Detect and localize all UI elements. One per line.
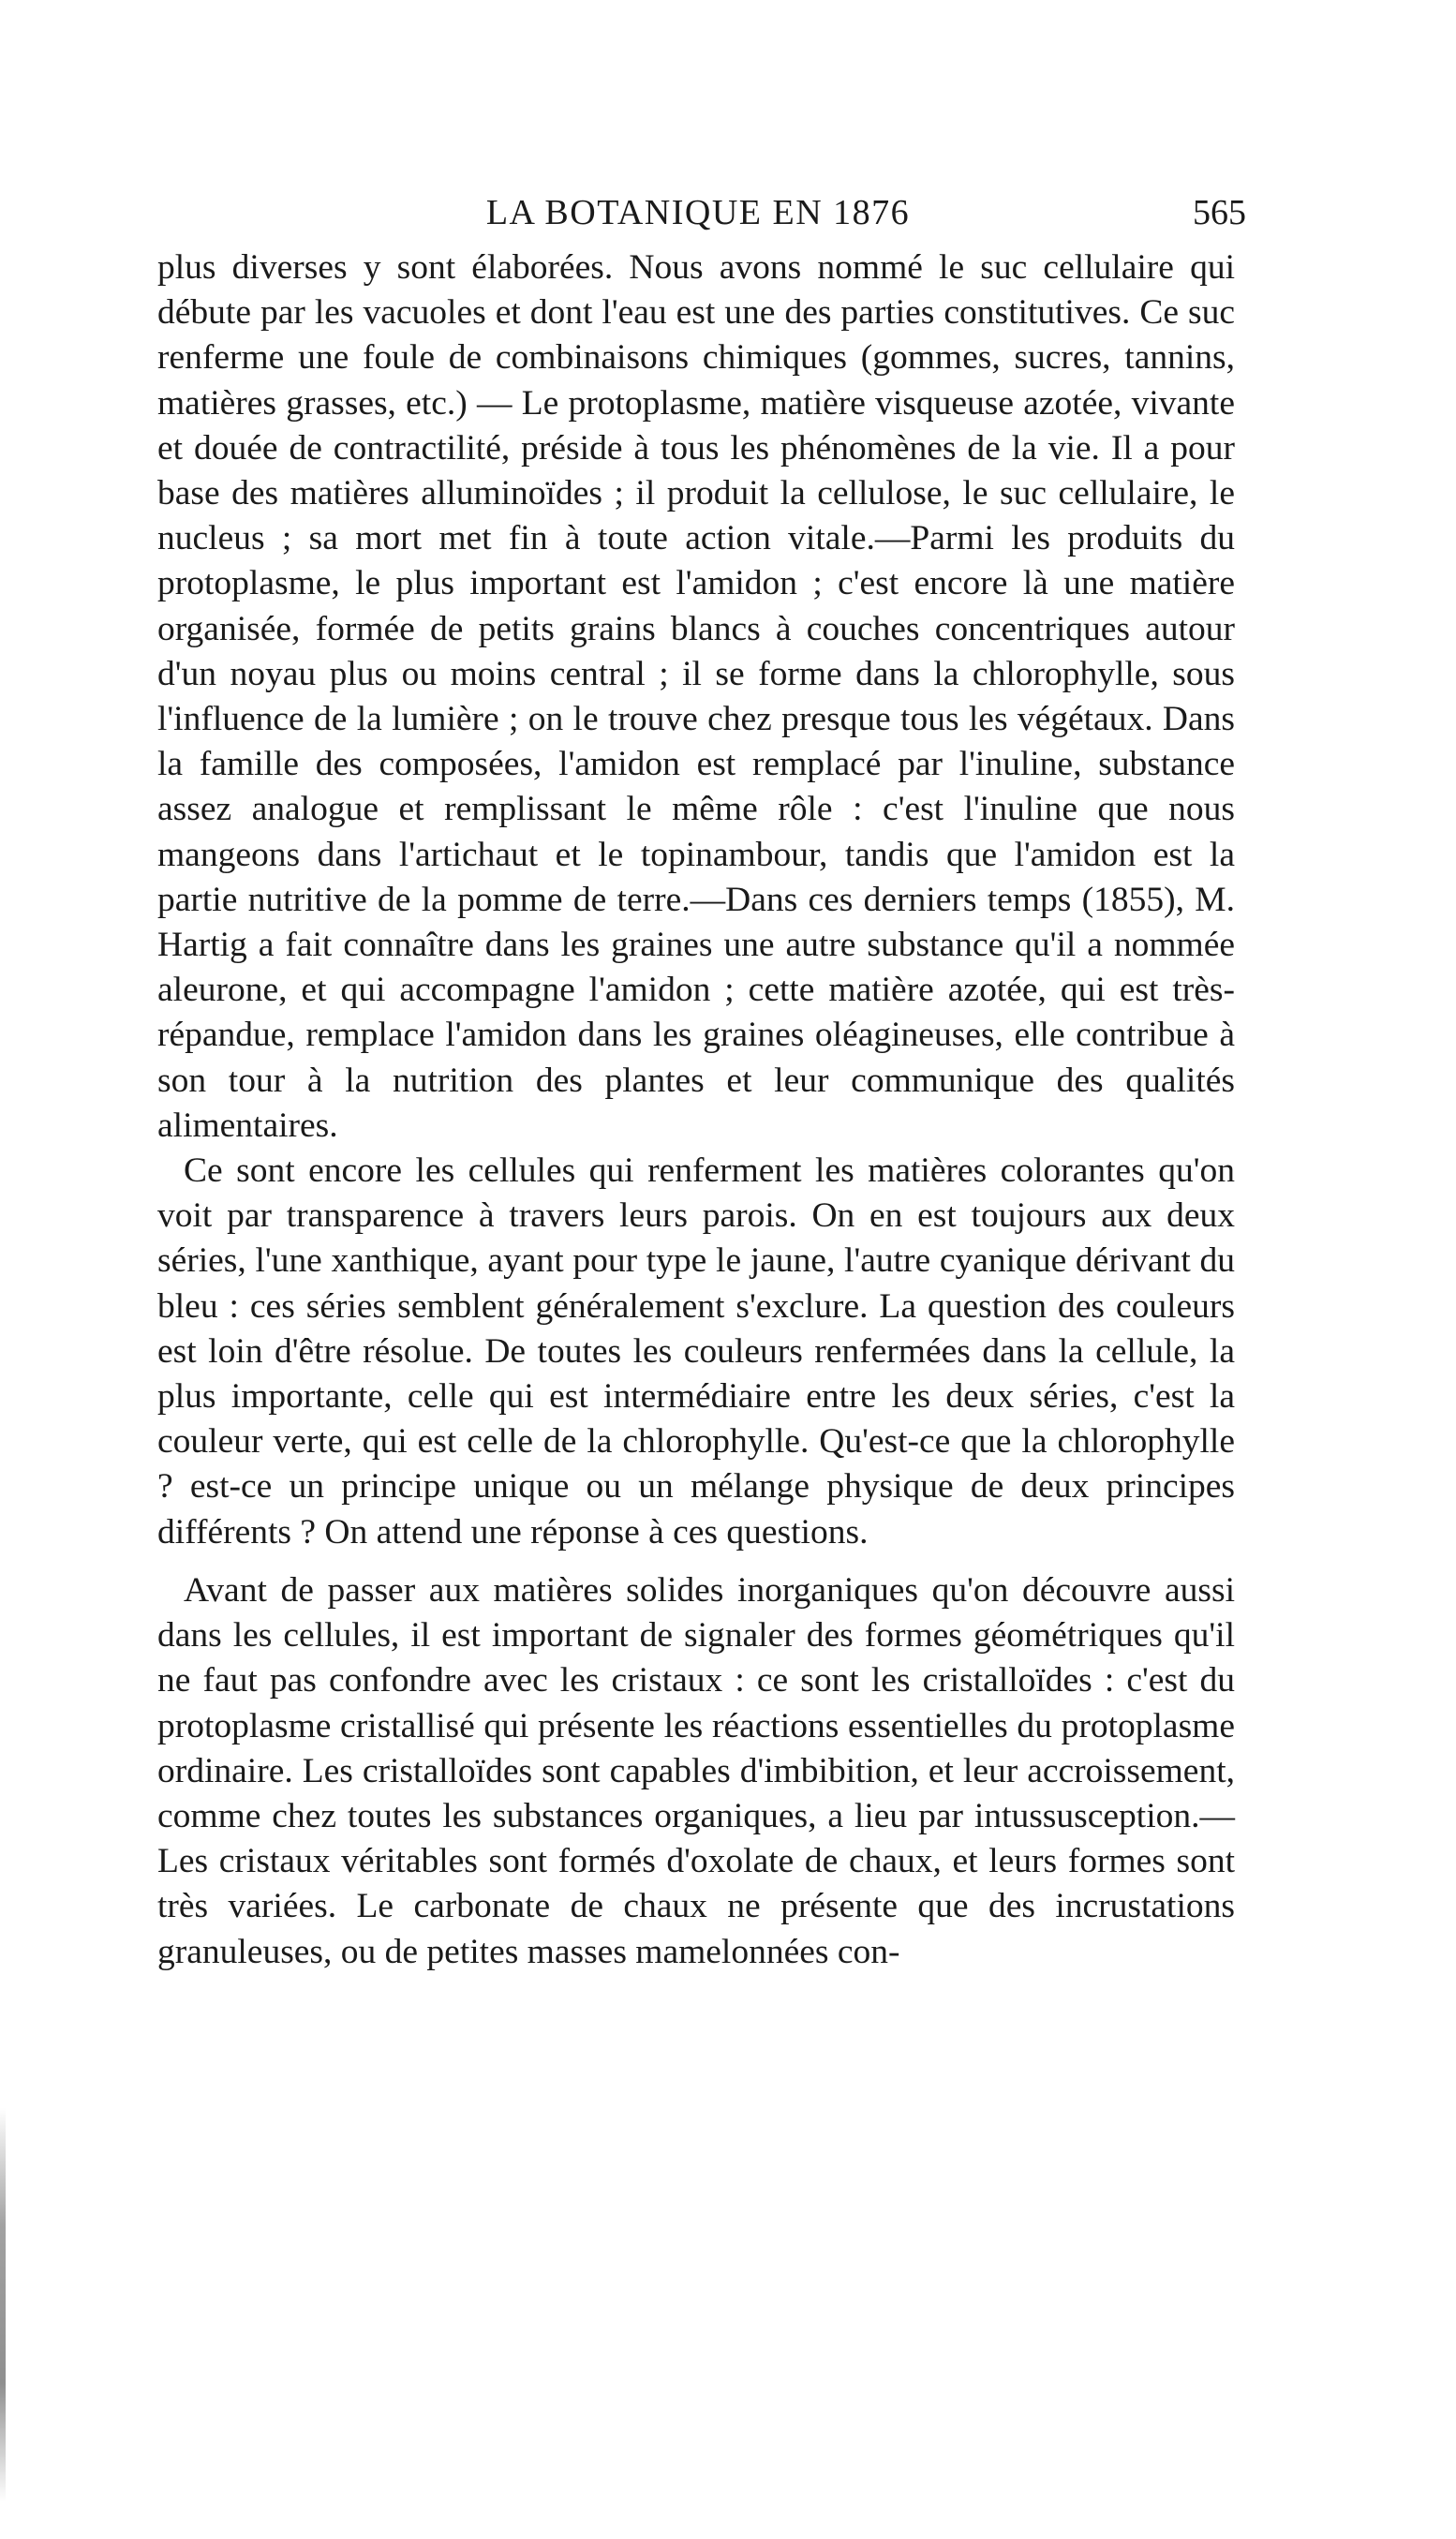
running-title: LA BOTANIQUE EN 1876 <box>485 193 911 232</box>
paragraph: Avant de passer aux matières solides inorganiques qu'on découvre aussi dans les cellules, il est important de signaler des formes géométriques qu'il ne faut pas confondre avec les cristaux : ce sont les cristalloïdes : c'est du protoplasme cristallisé qui présente les réactions essentielles du protoplasme ordinaire. Les cristalloïdes sont capables d'imbibition, et leur accroissement, comme chez toutes les substances organiques, a lieu par intussusception.— Les cristaux véritables sont formés d'oxolate de chaux, et leurs formes sont très variées. Le carbonate de chaux ne présente que des incrustations granuleuses, ou de petites masses mamelonnées con- <box>157 1570 1235 1971</box>
paragraph: plus diverses y sont élaborées. Nous avons nommé le suc cellulaire qui débute par les vacuoles et dont l'eau est une des parties constitutives. Ce suc renferme une foule de combinaisons chimiques (gommes, sucres, tannins, matières grasses, etc.) — Le protoplasme, matière visqueuse azotée, vivante et douée de contractilité, préside à tous les phénomènes de la vie. Il a pour base des matières alluminoïdes ; il produit la cellulose, le suc cellulaire, le nucleus ; sa mort met fin à toute action vitale.—Parmi les produits du protoplasme, le plus important est l'amidon ; c'est encore là une matière organisée, formée de petits grains blancs à couches concentriques autour d'un noyau plus ou moins central ; il se forme dans la chlorophylle, sous l'influence de la lumière ; on le trouve chez presque tous les végétaux. Dans la famille des composées, l'amidon est remplacé par l'inuline, substance assez analogue et remplissant le même rôle : c'est l'inuline que nous mangeons dans l'artichaut et le topinambour, tandis que l'amidon est la partie nutritive de la pomme de terre.—Dans ces derniers temps (1855), M. Hartig a fait connaître dans les graines une autre substance qu'il a nommée aleurone, et qui accompagne l'amidon ; cette matière azotée, qui est très-répandue, remplace l'amidon dans les graines oléagineuses, elle contribue à son tour à la nutrition des plantes et leur communique des qualités alimentaires. <box>157 248 1235 1145</box>
paragraph: Ce sont encore les cellules qui renferment les matières colorantes qu'on voit par transparence à travers leurs parois. On en est toujours aux deux séries, l'une xanthique, ayant pour type le jaune, l'autre cyanique dérivant du bleu : ces séries semblent généralement s'exclure. La question des couleurs est loin d'être résolue. De toutes les couleurs renfermées dans la cellule, la plus importante, celle qui est intermédiaire entre les deux séries, c'est la couleur verte, qui est celle de la chlorophylle. Qu'est-ce que la chlorophylle ? est-ce un principe unique ou un mélange physique de deux principes différents ? On attend une réponse à ces questions. <box>157 1151 1235 1552</box>
body-text <box>157 245 1235 1975</box>
running-head <box>159 192 1246 248</box>
page-number: 565 <box>1193 193 1246 232</box>
binding-edge-mark <box>0 2108 6 2502</box>
